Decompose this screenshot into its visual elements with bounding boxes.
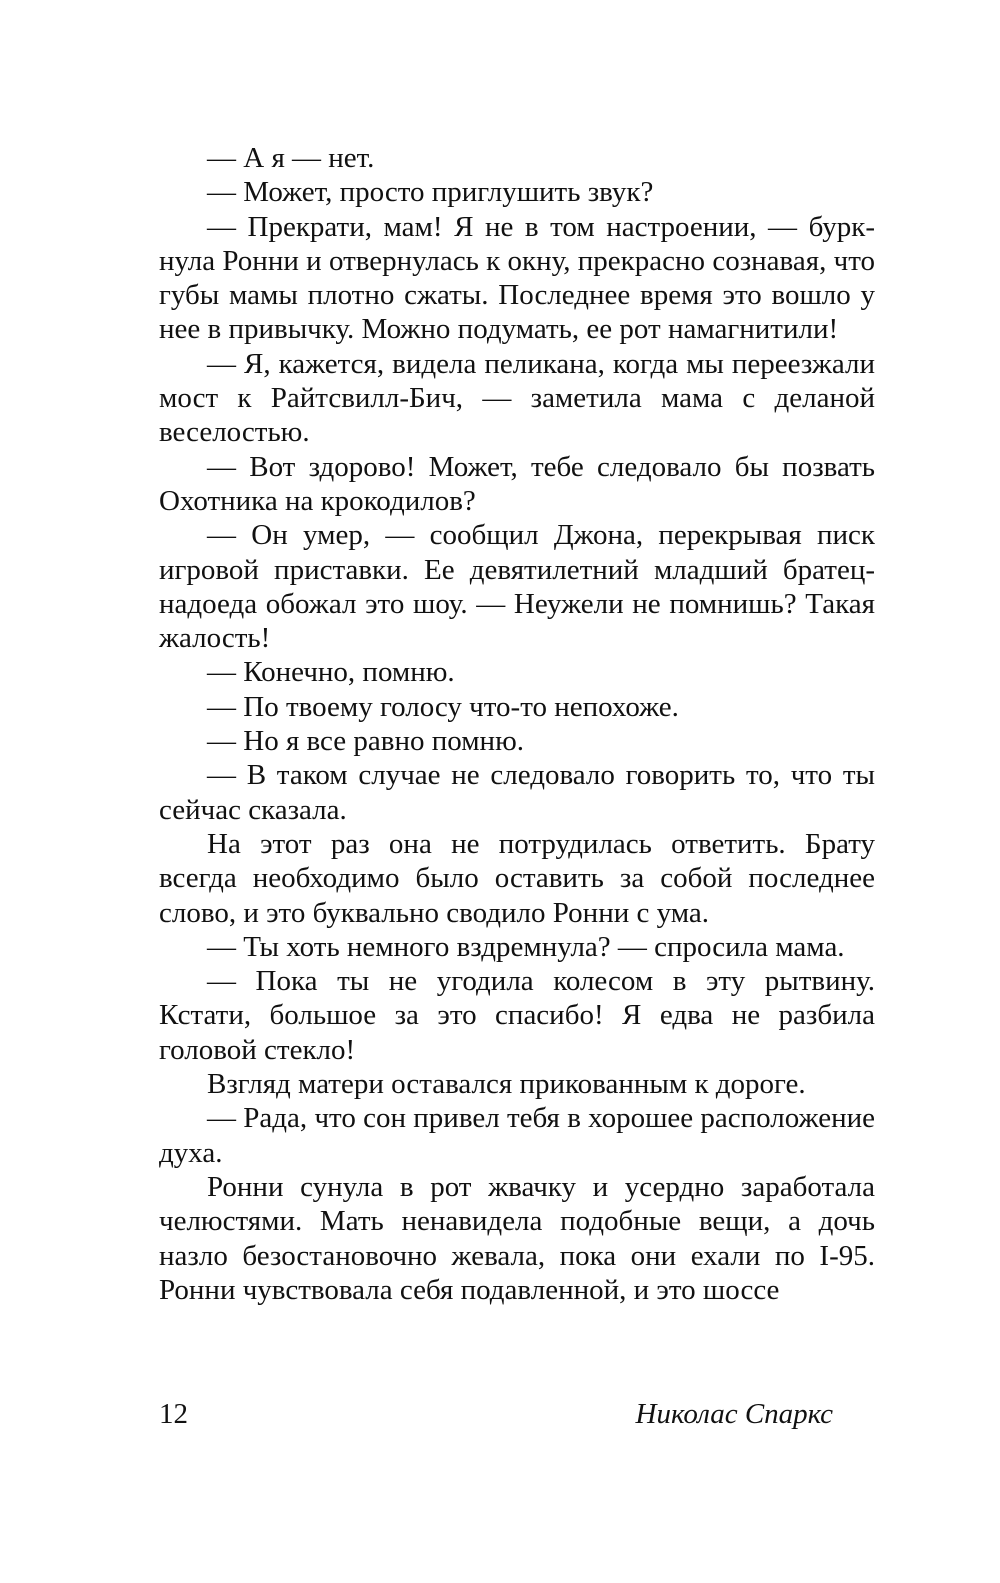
paragraph-10: — В таком случае не следовало говорить то, что ты сейчас сказала. [159,759,875,826]
page-number: 12 [159,1398,188,1430]
paragraph-7: — Конечно, помню. [207,656,455,689]
paragraph-16: Ронни сунула в рот жвачку и усердно заработала челюстями. Мать ненавидела подобные вещи, а дочь назло безостановочно жевала, пока они ехали по I-95. Ронни чувствовала себя подавленной, и это шоссе [159,1170,875,1306]
body-text [159,141,875,1307]
paragraph-9: — Но я все равно помню. [207,725,524,758]
paragraph-11: На этот раз она не потрудилась ответить. Брату всегда необходимо было оставить за собой последнее слово, и это буквально сводило Ронни с ума. [159,827,875,929]
paragraph-12: — Ты хоть немного вздремнула? — спросила мама. [207,930,845,963]
paragraph-15: — Рада, что сон привел тебя в хорошее расположение духа. [159,1102,875,1169]
paragraph-14: Взгляд матери оставался прикованным к дороге. [207,1068,806,1101]
page-footer [159,1398,833,1438]
paragraph-3: — Прекрати, мам! Я не в том настроении, — буркнула Ронни и отвернулась к окну, прекрасно сознавая, что губы мамы плотно сжаты. Последнее время это вошло у нее в привычку. Можно подумать, ее рот намагнитили! [159,210,875,346]
paragraph-13: — Пока ты не угодила колесом в эту рытвину. Кстати, большое за это спасибо! Я едва не разбила головой стекло! [159,965,875,1066]
paragraph-8: — По твоему голосу что-то непохоже. [207,690,679,723]
paragraph-1: — А я — нет. [207,142,375,174]
paragraph-2: — Может, просто приглушить звук? [207,176,654,209]
paragraph-5: — Вот здорово! Может, тебе следовало бы позвать Охотника на крокодилов? [159,450,875,517]
paragraph-6: — Он умер, — сообщил Джона, перекрывая писк игровой приставки. Ее девятилетний младший братец-надоеда обожал это шоу. — Неужели не помнишь? Такая жалость! [159,519,875,655]
author-name: Николас Спаркс [635,1398,833,1430]
paragraph-4: — Я, кажется, видела пеликана, когда мы переезжали мост к Райтсвилл-Бич, — заметила мама с деланой веселостью. [159,347,875,449]
